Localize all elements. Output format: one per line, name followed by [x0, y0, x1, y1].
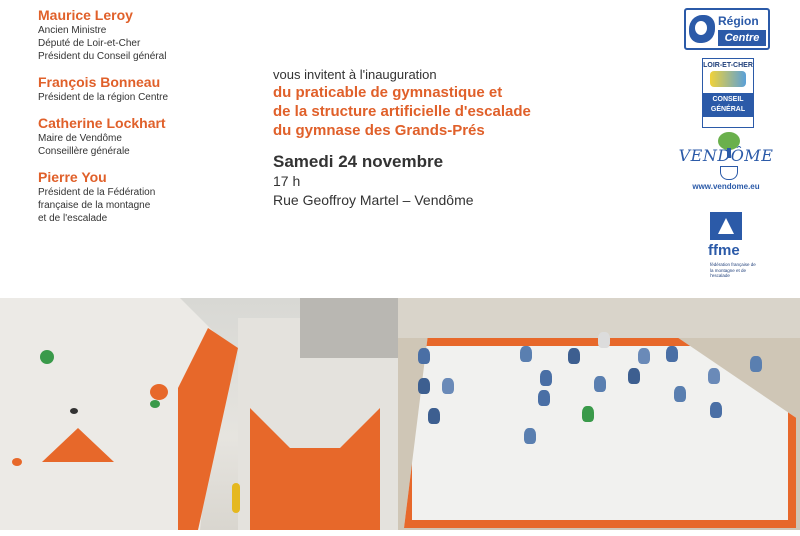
- gymnast: [594, 376, 606, 392]
- event-place: Rue Geoffroy Martel – Vendôme: [273, 192, 474, 208]
- event-date: Samedi 24 novembre: [273, 152, 444, 171]
- region-centre-logo: [684, 8, 770, 50]
- host-entry: [38, 6, 238, 63]
- gymnast: [418, 378, 430, 394]
- host-entry: [38, 114, 238, 158]
- gymnast: [628, 368, 640, 384]
- climbing-hold: [150, 400, 160, 408]
- logo-url: www.vendome.eu: [692, 182, 760, 191]
- invitation-text: [273, 66, 603, 210]
- event-line: du praticable de gymnastique et: [273, 84, 503, 101]
- host-role: Président du Conseil général: [38, 51, 167, 62]
- gymnast: [540, 370, 552, 386]
- climbing-hold: [150, 384, 168, 400]
- gymnast: [428, 408, 440, 424]
- logo-text: fédération française de la montagne et de l'escalade: [710, 262, 756, 278]
- gym-wall: [300, 298, 398, 358]
- climbing-hold: [70, 408, 78, 414]
- gymnast: [582, 406, 594, 422]
- host-role: Député de Loir-et-Cher: [38, 38, 141, 49]
- climbing-volume: [42, 428, 114, 462]
- gymnastics-floor-photo: [398, 298, 800, 530]
- climbing-wall-photo: [0, 298, 398, 530]
- gymnast: [666, 346, 678, 362]
- gymnast: [708, 368, 720, 384]
- logo-text: GÉNÉRAL: [710, 106, 746, 113]
- host-role: Conseillère générale: [38, 146, 130, 157]
- logo-text: CONSEIL: [712, 96, 744, 103]
- host-role: Maire de Vendôme: [38, 133, 122, 144]
- gymnast: [442, 378, 454, 394]
- event-time: 17 h: [273, 173, 301, 189]
- logo-text: Centre: [718, 30, 766, 46]
- climbing-hold: [40, 350, 54, 364]
- host-role: Président de la région Centre: [38, 92, 169, 103]
- host-entry: [38, 168, 238, 225]
- hosts-list: [38, 6, 238, 235]
- invitation-lead: vous invitent à l'inauguration: [273, 67, 437, 82]
- logo-text: Région: [718, 14, 759, 28]
- gymnast: [418, 348, 430, 364]
- gymnast: [598, 332, 610, 348]
- host-name: Pierre You: [38, 169, 107, 185]
- gymnast: [638, 348, 650, 364]
- host-role: et de l'escalade: [38, 213, 108, 224]
- conseil-general-logo: [702, 58, 754, 128]
- logo-text: ffme: [708, 242, 740, 259]
- logo-text: LOIR-ET-CHER: [703, 62, 753, 69]
- vendome-logo: [676, 132, 776, 196]
- ffme-logo: [706, 212, 754, 294]
- host-role: Président de la Fédération: [38, 187, 156, 198]
- logo-text: [703, 93, 753, 117]
- logo-text: VENDÔME: [678, 146, 774, 165]
- gymnast: [568, 348, 580, 364]
- host-name: François Bonneau: [38, 74, 161, 90]
- event-line: de la structure artificielle d'escalade: [273, 103, 531, 120]
- bird-icon: [689, 15, 715, 43]
- gymnast: [524, 428, 536, 444]
- gymnast: [520, 346, 532, 362]
- host-entry: [38, 73, 238, 104]
- gymnast: [750, 356, 762, 372]
- host-role: Ancien Ministre: [38, 25, 107, 36]
- host-role: française de la montagne: [38, 200, 151, 211]
- host-name: Catherine Lockhart: [38, 115, 166, 131]
- mountain-icon: [710, 212, 742, 240]
- gymnast: [710, 402, 722, 418]
- map-icon: [710, 71, 746, 87]
- host-name: Maurice Leroy: [38, 7, 133, 23]
- climbing-hold: [232, 483, 240, 513]
- gym-back-wall: [398, 298, 800, 338]
- crest-icon: [720, 166, 738, 180]
- climbing-hold: [12, 458, 22, 466]
- gymnast: [674, 386, 686, 402]
- event-line: du gymnase des Grands-Prés: [273, 122, 485, 139]
- gymnast: [538, 390, 550, 406]
